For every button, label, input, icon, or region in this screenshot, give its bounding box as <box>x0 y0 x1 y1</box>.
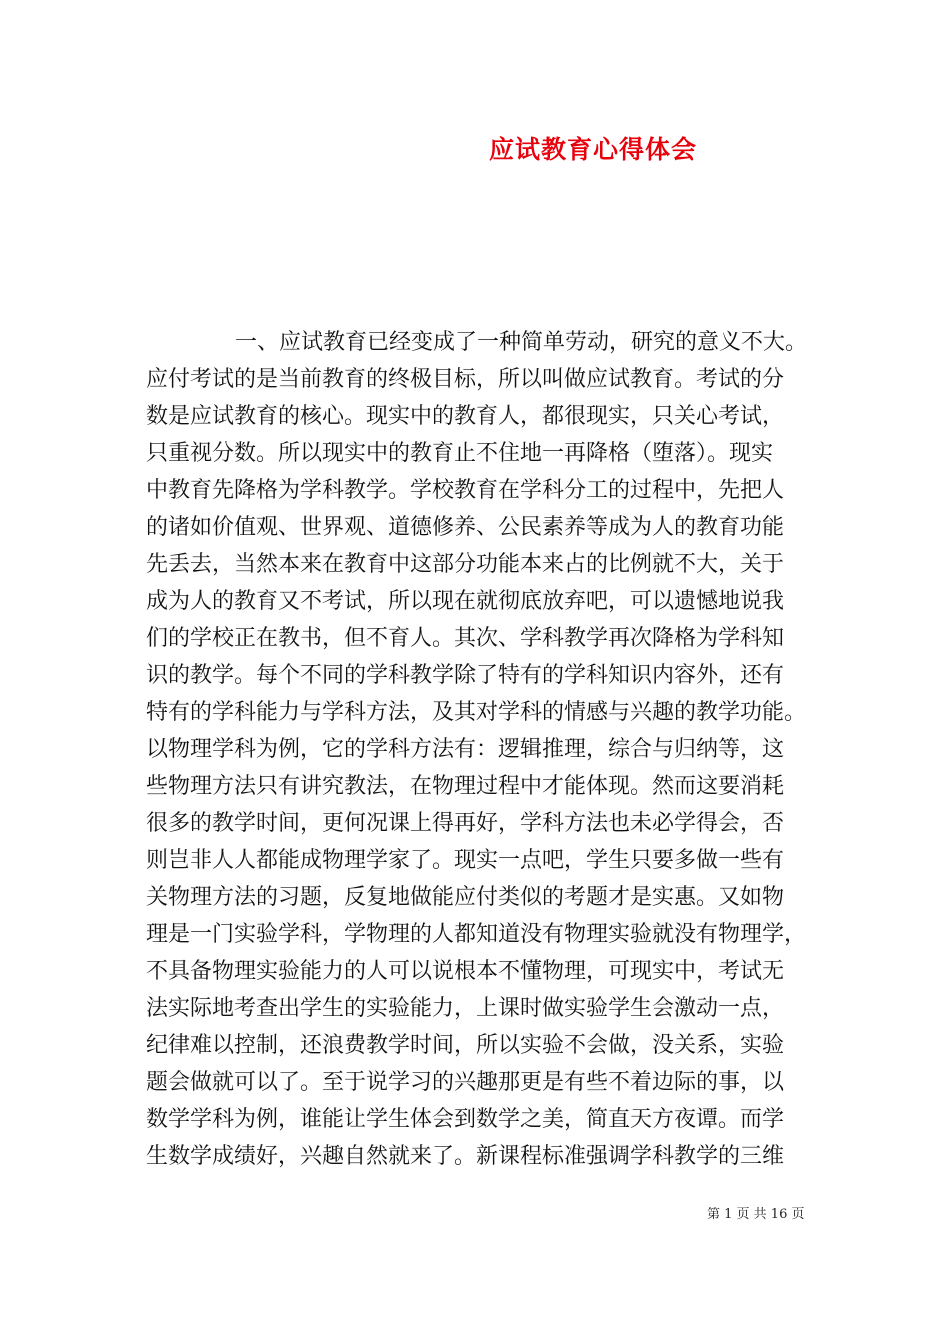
text-line: 关物理方法的习题，反复地做能应付类似的考题才是实惠。又如物 <box>146 885 785 910</box>
text-line: 以物理学科为例，它的学科方法有：逻辑推理，综合与归纳等，这 <box>146 737 785 762</box>
text-line: 的诸如价值观、世界观、道德修养、公民素养等成为人的教育功能 <box>146 515 785 540</box>
text-line: 数是应试教育的核心。现实中的教育人，都很现实，只关心考试， <box>146 404 785 429</box>
body-paragraph <box>146 324 826 1175</box>
text-line: 生数学成绩好，兴趣自然就来了。新课程标准强调学科教学的三维 <box>146 1144 785 1169</box>
text-line: 识的教学。每个不同的学科教学除了特有的学科知识内容外，还有 <box>146 663 785 688</box>
text-line: 纪律难以控制，还浪费教学时间，所以实验不会做，没关系，实验 <box>146 1033 785 1058</box>
text-line: 题会做就可以了。至于说学习的兴趣那更是有些不着边际的事，以 <box>146 1070 785 1095</box>
text-line: 法实际地考查出学生的实验能力，上课时做实验学生会激动一点， <box>146 996 785 1021</box>
text-line: 数学学科为例，谁能让学生体会到数学之美，简直天方夜谭。而学 <box>146 1107 785 1132</box>
text-line: 理是一门实验学科，学物理的人都知道没有物理实验就没有物理学， <box>146 922 807 947</box>
document-title: 应试教育心得体会 <box>489 135 698 164</box>
text-line: 先丢去，当然本来在教育中这部分功能本来占的比例就不大，关于 <box>146 552 785 577</box>
text-line: 们的学校正在教书，但不育人。其次、学科教学再次降格为学科知 <box>146 626 785 651</box>
text-line: 不具备物理实验能力的人可以说根本不懂物理，可现实中，考试无 <box>146 959 785 984</box>
text-line: 成为人的教育又不考试，所以现在就彻底放弃吧，可以遗憾地说我 <box>146 589 785 614</box>
text-line: 特有的学科能力与学科方法，及其对学科的情感与兴趣的教学功能。 <box>146 700 807 725</box>
text-line: 些物理方法只有讲究教法，在物理过程中才能体现。然而这要消耗 <box>146 774 785 799</box>
text-line: 只重视分数。所以现实中的教育止不住地一再降格（堕落）。现实 <box>146 441 774 466</box>
text-line: 中教育先降格为学科教学。学校教育在学科分工的过程中，先把人 <box>146 478 785 503</box>
text-line: 一、应试教育已经变成了一种简单劳动，研究的意义不大。 <box>235 330 808 355</box>
page-number-footer: 第 1 页 共 16 页 <box>707 1207 805 1222</box>
text-line: 应付考试的是当前教育的终极目标，所以叫做应试教育。考试的分 <box>146 367 785 392</box>
text-line: 很多的教学时间，更何况课上得再好，学科方法也未必学得会，否 <box>146 811 785 836</box>
text-line: 则岂非人人都能成物理学家了。现实一点吧，学生只要多做一些有 <box>146 848 785 873</box>
